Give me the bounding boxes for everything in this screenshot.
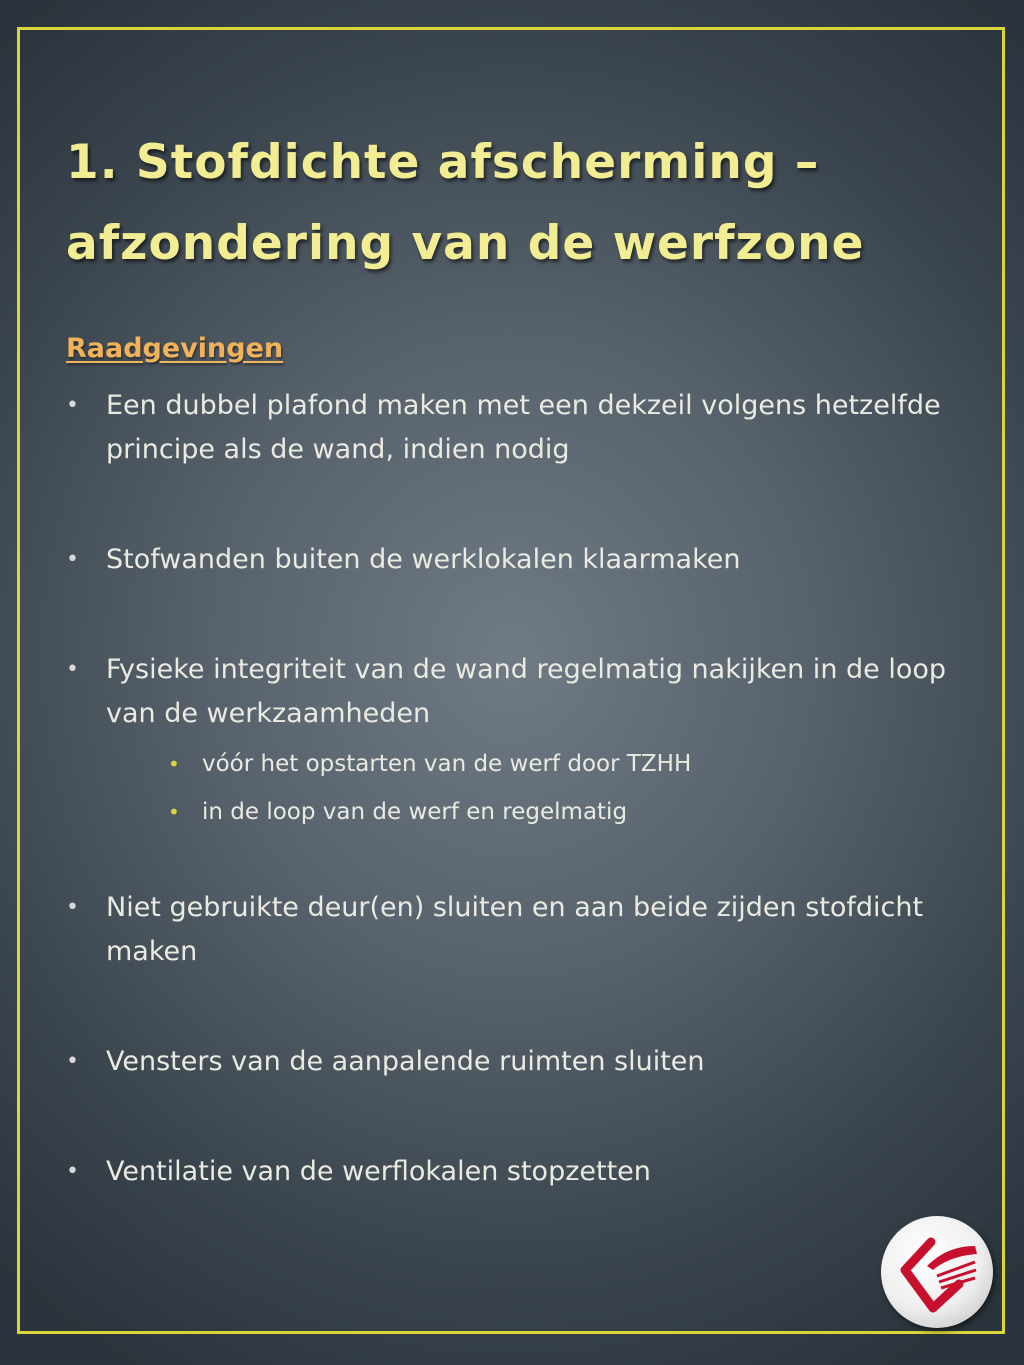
bullet-item	[66, 384, 966, 472]
bullet-text: Fysieke integriteit van de wand regelmatig nakijken in de loop van de werkzaamheden	[106, 654, 947, 729]
title-line-2: afzondering van de werfzone	[66, 216, 865, 271]
bullet-text: Stofwanden buiten de werklokalen klaarmaken	[106, 544, 741, 575]
bullet-dot-icon: •	[66, 1049, 79, 1074]
section-heading: Raadgevingen	[66, 333, 284, 364]
bullet-dot-icon: •	[66, 657, 79, 682]
bullet-item	[66, 1150, 966, 1194]
bullet-item	[66, 1040, 966, 1084]
bullet-text: Een dubbel plafond maken met een dekzeil volgens hetzelfde principe als de wand, indien nodig	[106, 390, 941, 465]
sub-bullet-item	[106, 788, 966, 836]
bullet-item	[66, 648, 966, 836]
bullet-text: Niet gebruikte deur(en) sluiten en aan beide zijden stofdicht maken	[106, 892, 924, 967]
bullet-dot-icon: •	[66, 393, 79, 418]
sub-bullet-list	[106, 740, 966, 836]
bullet-text: Ventilatie van de werflokalen stopzetten	[106, 1156, 651, 1187]
hospital-logo-icon	[881, 1216, 993, 1328]
bullet-dot-icon: •	[66, 895, 79, 920]
bullet-list	[66, 384, 966, 1194]
sub-bullet-text: vóór het opstarten van de werf door TZHH	[202, 751, 692, 777]
title-line-1: 1. Stofdichte afscherming –	[66, 135, 820, 190]
sub-bullet-dot-icon: •	[168, 752, 180, 776]
sub-bullet-text: in de loop van de werf en regelmatig	[202, 799, 628, 825]
slide-title	[66, 122, 966, 284]
bullet-item	[66, 886, 966, 974]
sub-bullet-dot-icon: •	[168, 800, 180, 824]
bullet-item	[66, 538, 966, 582]
bullet-dot-icon: •	[66, 1159, 79, 1184]
logo-graphic	[881, 1216, 993, 1328]
bullet-text: Vensters van de aanpalende ruimten sluiten	[106, 1046, 705, 1077]
bullet-dot-icon: •	[66, 547, 79, 572]
sub-bullet-item	[106, 740, 966, 788]
